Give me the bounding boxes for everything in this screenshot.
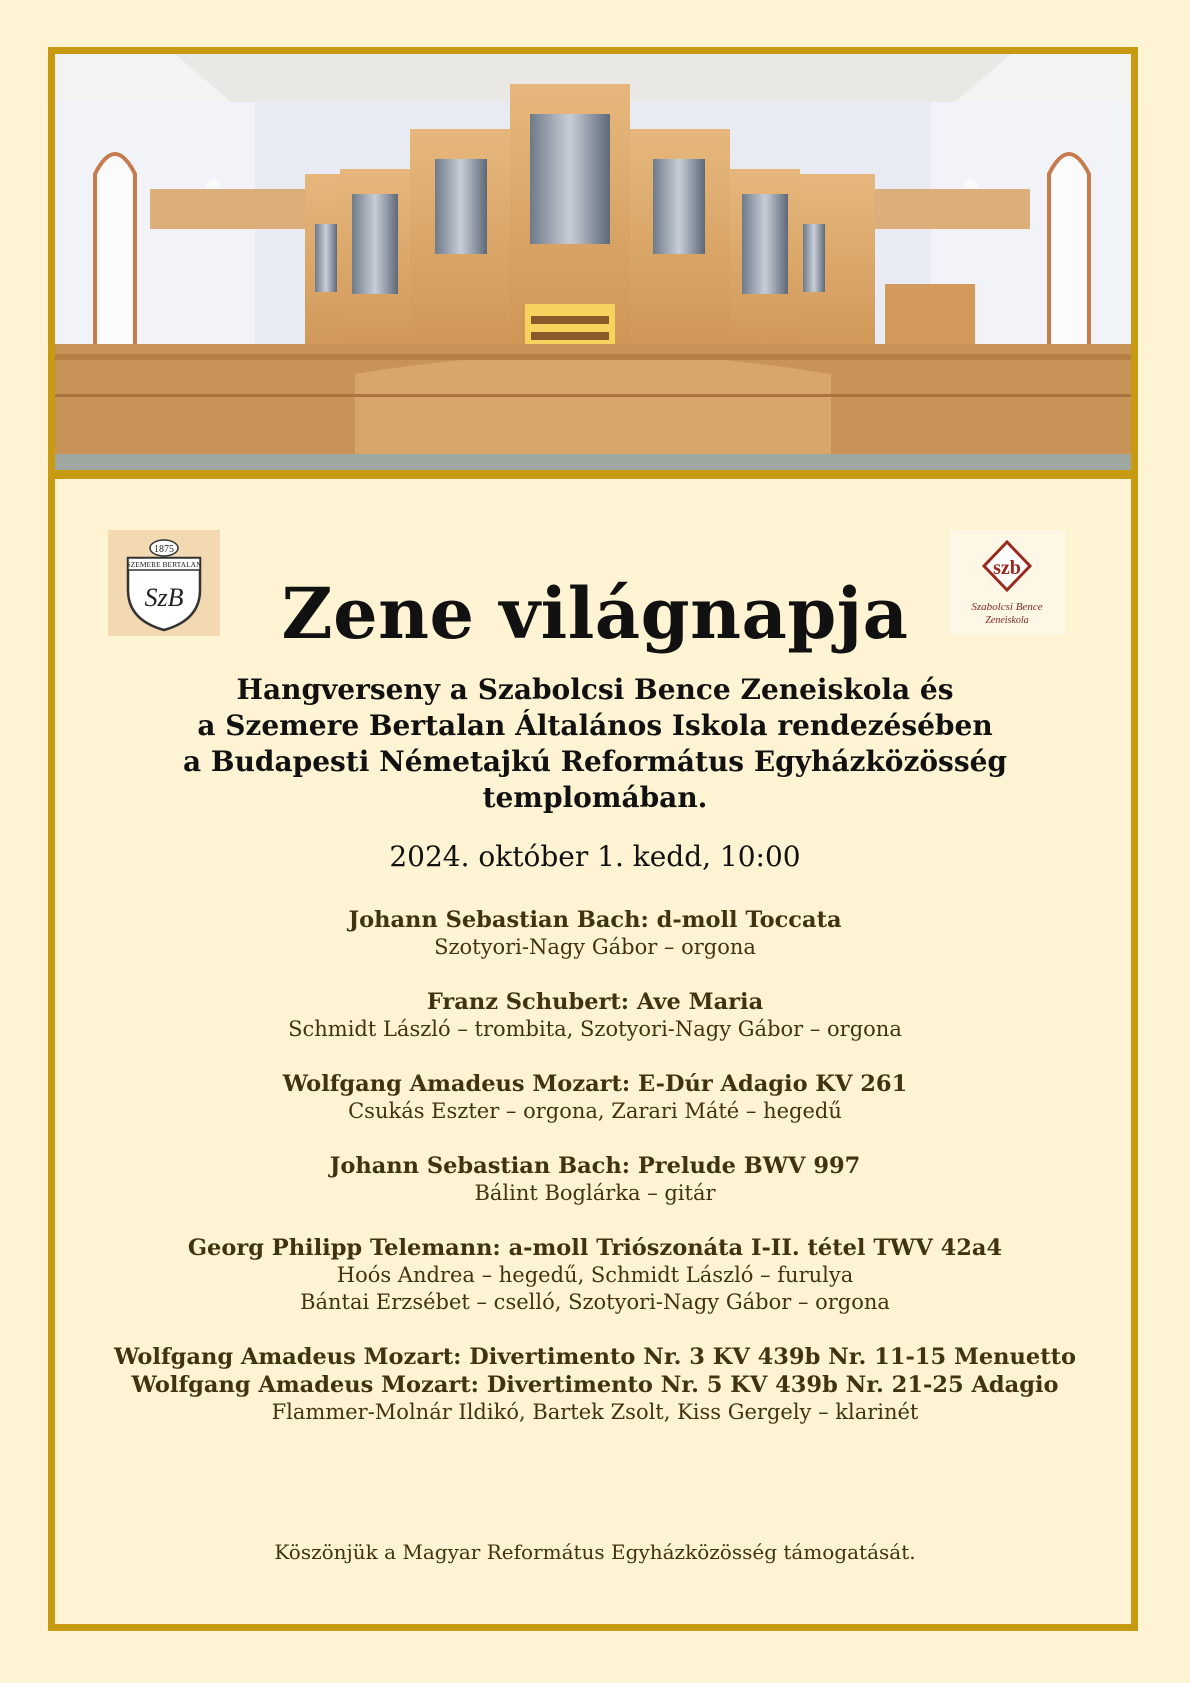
program-list [0, 906, 1190, 1453]
piece-title: Wolfgang Amadeus Mozart: Divertimento Nr. 5 KV 439b Nr. 21-25 Adagio [131, 1372, 1059, 1398]
piece-performers: Bántai Erzsébet – cselló, Szotyori-Nagy Gábor – orgona [300, 1290, 890, 1314]
poster-title: Zene világnapja [281, 572, 909, 655]
program-item [0, 1343, 1190, 1426]
piece-title: Georg Philipp Telemann: a-moll Triószonáta I-II. tétel TWV 42a4 [187, 1235, 1003, 1261]
program-item [0, 988, 1190, 1043]
piece-performers: Szotyori-Nagy Gábor – orgona [434, 935, 756, 959]
logo-left-year: 1875 [154, 544, 174, 555]
piece-title: Wolfgang Amadeus Mozart: E-Dúr Adagio KV 261 [282, 1071, 908, 1097]
program-item [0, 1234, 1190, 1316]
organ-loft-image [55, 54, 1131, 470]
concert-datetime: 2024. október 1. kedd, 10:00 [389, 840, 801, 873]
logo-right-monogram: szb [993, 557, 1021, 579]
piece-title: Wolfgang Amadeus Mozart: Divertimento Nr. 3 KV 439b Nr. 11-15 Menuetto [113, 1344, 1077, 1370]
piece-performers: Schmidt László – trombita, Szotyori-Nagy Gábor – orgona [288, 1017, 902, 1041]
program-item [0, 1070, 1190, 1125]
subtitle-line: a Szemere Bertalan Általános Iskola rendezésében [197, 709, 993, 742]
logo-right-text-line1: Szabolcsi Bence [971, 601, 1043, 613]
program-item [0, 1152, 1190, 1207]
organ-photo [55, 54, 1131, 479]
acknowledgement: Köszönjük a Magyar Református Egyházközösség támogatását. [274, 1540, 916, 1564]
logo-left-arc-text: SZEMERE BERTALAN [126, 560, 202, 569]
subtitle-line: templomában. [482, 781, 708, 814]
subtitle-line: Hangverseny a Szabolcsi Bence Zeneiskola és [236, 673, 954, 706]
piece-performers: Csukás Eszter – orgona, Zarari Máté – hegedű [348, 1099, 842, 1123]
piece-performers: Hoós Andrea – hegedű, Schmidt László – furulya [336, 1263, 854, 1287]
piece-performers: Flammer-Molnár Ildikó, Bartek Zsolt, Kiss Gergely – klarinét [271, 1400, 919, 1424]
piece-title: Franz Schubert: Ave Maria [426, 989, 764, 1015]
piece-title: Johann Sebastian Bach: Prelude BWV 997 [329, 1153, 861, 1179]
piece-performers: Bálint Boglárka – gitár [474, 1181, 716, 1205]
concert-subtitle [0, 672, 1190, 816]
piece-title: Johann Sebastian Bach: d-moll Toccata [348, 907, 842, 933]
program-item [0, 906, 1190, 961]
subtitle-line: a Budapesti Németajkú Református Egyházközösség [183, 745, 1007, 778]
logo-left-monogram: SzB [144, 583, 184, 612]
logo-right-text-line2: Zeneiskola [985, 615, 1029, 626]
